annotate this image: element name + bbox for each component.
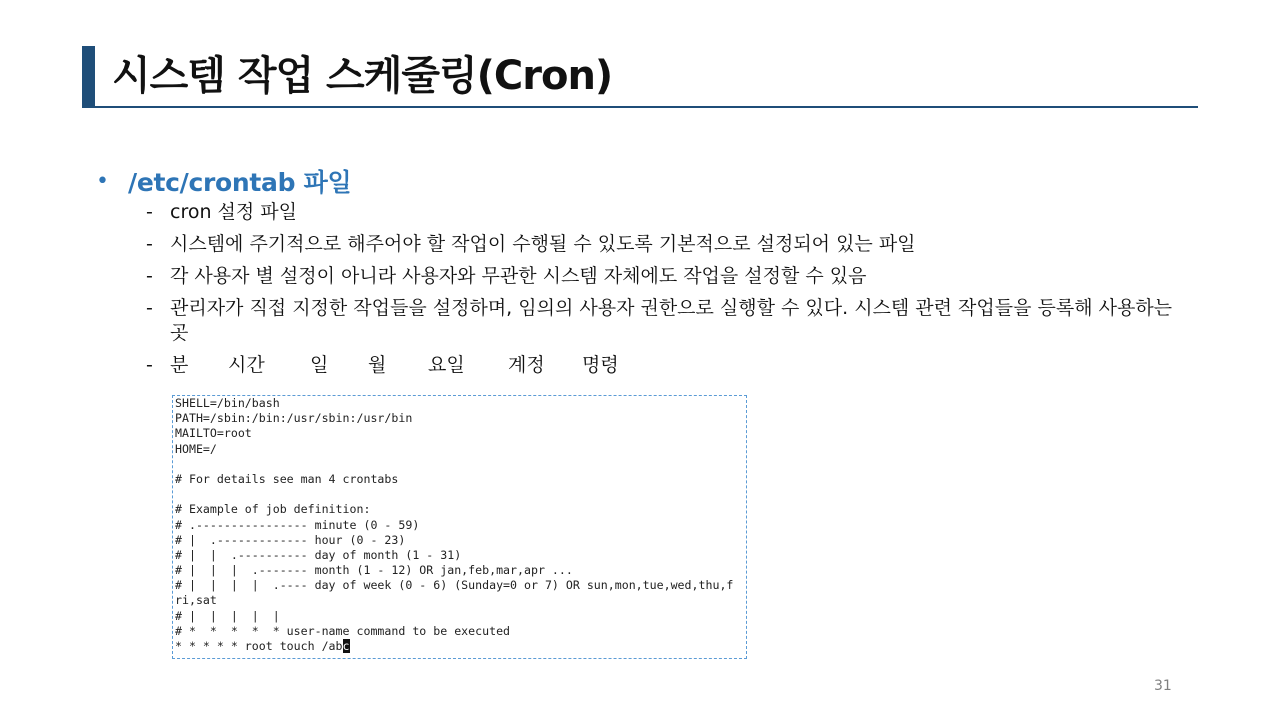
sub-bullet-item xyxy=(146,232,1186,257)
code-line-last xyxy=(175,639,746,654)
sub-bullet-text: 각 사용자 별 설정이 아니라 사용자와 무관한 시스템 자체에도 작업을 설정할 수 있음 xyxy=(170,265,867,287)
code-line: # | | | | | xyxy=(175,608,280,623)
code-line xyxy=(175,487,746,502)
bullet-heading-row xyxy=(96,164,351,198)
dash-icon: - xyxy=(146,201,153,223)
bullet-heading: /etc/crontab 파일 xyxy=(128,168,352,197)
code-line: # .---------------- minute (0 - 59) xyxy=(175,517,420,532)
code-line: # | .------------- hour (0 - 23) xyxy=(175,532,406,547)
code-line: PATH=/sbin:/bin:/usr/sbin:/usr/bin xyxy=(175,411,413,426)
slide-title: 시스템 작업 스케줄링(Cron) xyxy=(112,53,613,99)
dash-icon: - xyxy=(146,354,153,376)
sub-bullet-item xyxy=(146,264,1186,289)
code-line-text: * * * * * root touch /ab xyxy=(175,639,343,653)
sub-bullet-item xyxy=(146,200,1186,225)
code-line: SHELL=/bin/bash xyxy=(175,396,280,410)
field-account: 계정 xyxy=(508,354,545,376)
bullet-icon: • xyxy=(96,168,109,194)
title-underline xyxy=(82,106,1198,108)
dash-icon: - xyxy=(146,297,153,319)
code-line: # Example of job definition: xyxy=(175,502,371,517)
sub-bullet-text: cron 설정 파일 xyxy=(170,201,298,223)
sub-bullet-item xyxy=(146,296,1186,346)
dash-icon: - xyxy=(146,233,153,255)
sub-bullet-list xyxy=(146,200,1186,385)
field-month: 월 xyxy=(368,354,387,376)
crontab-screenshot xyxy=(172,395,747,659)
cron-fields-item xyxy=(146,353,1186,378)
sub-bullet-text: 관리자가 직접 지정한 작업들을 설정하며, 임의의 사용자 권한으로 실행할 수 있다. 시스템 관련 작업들을 등록해 사용하는 곳 xyxy=(170,297,1179,344)
field-day: 일 xyxy=(310,354,329,376)
code-line: # For details see man 4 crontabs xyxy=(175,471,399,486)
field-hour: 시간 xyxy=(228,354,265,376)
code-line: ri,sat xyxy=(175,593,217,608)
sub-bullet-text: 시스템에 주기적으로 해주어야 할 작업이 수행될 수 있도록 기본적으로 설정되어 있는 파일 xyxy=(170,233,916,255)
field-weekday: 요일 xyxy=(428,354,465,376)
field-command: 명령 xyxy=(582,354,619,376)
code-line: # * * * * * user-name command to be executed xyxy=(175,623,511,638)
text-cursor: c xyxy=(342,639,350,653)
title-accent-bar xyxy=(82,46,95,108)
page-number: 31 xyxy=(1154,678,1172,694)
code-line: # | | .---------- day of month (1 - 31) xyxy=(175,547,462,562)
code-line xyxy=(175,457,746,472)
cron-fields-row xyxy=(170,353,1186,378)
field-minute: 분 xyxy=(170,354,189,376)
dash-icon: - xyxy=(146,265,153,287)
code-line: MAILTO=root xyxy=(175,426,252,441)
code-line: # | | | | .---- day of week (0 - 6) (Sunday=0 or 7) OR sun,mon,tue,wed,thu,f xyxy=(175,578,734,593)
code-line: HOME=/ xyxy=(175,441,217,456)
code-line: # | | | .------- month (1 - 12) OR jan,feb,mar,apr ... xyxy=(175,563,573,578)
